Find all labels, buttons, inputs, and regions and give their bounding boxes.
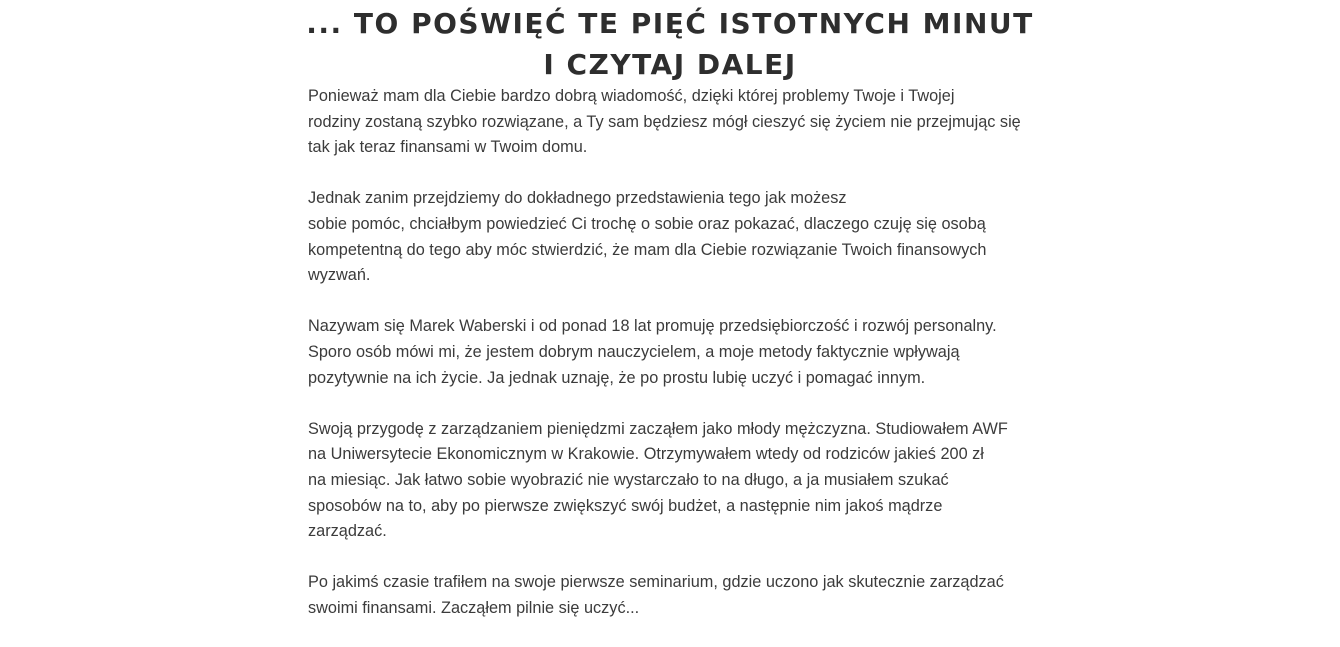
text-line: Ponieważ mam dla Ciebie bardzo dobrą wiadomość, dzięki której problemy Twoje i Twojej <box>308 87 955 105</box>
text-line: rodziny zostaną szybko rozwiązane, a Ty sam będziesz mógł cieszyć się życiem nie przejmując się <box>308 112 1021 131</box>
text-line: zarządzać. <box>308 522 387 541</box>
text-line: tak jak teraz finansami w Twoim domu. <box>308 138 588 157</box>
text-line: swoimi finansami. Zacząłem pilnie się uczyć... <box>308 598 640 617</box>
text-line: Po jakimś czasie trafiłem na swoje pierwsze seminarium, gdzie uczono jak skutecznie zarządzać <box>308 573 1004 592</box>
section-heading-line-1: ... TO POŚWIĘĆ TE PIĘĆ ISTOTNYCH MINUT <box>306 7 1034 40</box>
section-heading <box>0 3 1340 85</box>
text-line: kompetentną do tego aby móc stwierdzić, że mam dla Ciebie rozwiązanie Twoich finansowych <box>308 240 987 259</box>
text-line: wyzwań. <box>308 266 371 285</box>
paragraph-first-seminar <box>308 570 1038 621</box>
text-line: sposobów na to, aby po pierwsze zwiększyć swój budżet, a następnie nim jakoś mądrze <box>308 496 943 515</box>
paragraph-money-adventure <box>308 417 1038 545</box>
text-line: Jednak zanim przejdziemy do dokładnego przedstawienia tego jak możesz <box>308 189 847 208</box>
paragraph-about-author <box>308 314 1038 391</box>
text-line: Nazywam się Marek Waberski i od ponad 18 lat promuję przedsiębiorczość i rozwój personalny. <box>308 317 997 336</box>
paragraph-intro <box>308 84 1038 161</box>
text-line: Sporo osób mówi mi, że jestem dobrym nauczycielem, a moje metody faktycznie wpływają <box>308 342 960 361</box>
paragraph-before-presentation <box>308 186 1038 288</box>
section-heading-line-2: I CZYTAJ DALEJ <box>543 48 797 81</box>
text-line: na miesiąc. Jak łatwo sobie wyobrazić nie wystarczało to na długo, a ja musiałem szukać <box>308 470 949 489</box>
text-line: sobie pomóc, chciałbym powiedzieć Ci trochę o sobie oraz pokazać, dlaczego czuję się osobą <box>308 214 986 233</box>
text-line: Swoją przygodę z zarządzaniem pieniędzmi zacząłem jako młody mężczyzna. Studiowałem AWF <box>308 419 1008 438</box>
article-body <box>308 84 1038 647</box>
text-line: pozytywnie na ich życie. Ja jednak uznaję, że po prostu lubię uczyć i pomagać innym. <box>308 368 926 387</box>
text-line: na Uniwersytecie Ekonomicznym w Krakowie. Otrzymywałem wtedy od rodziców jakieś 200 zł <box>308 445 984 464</box>
